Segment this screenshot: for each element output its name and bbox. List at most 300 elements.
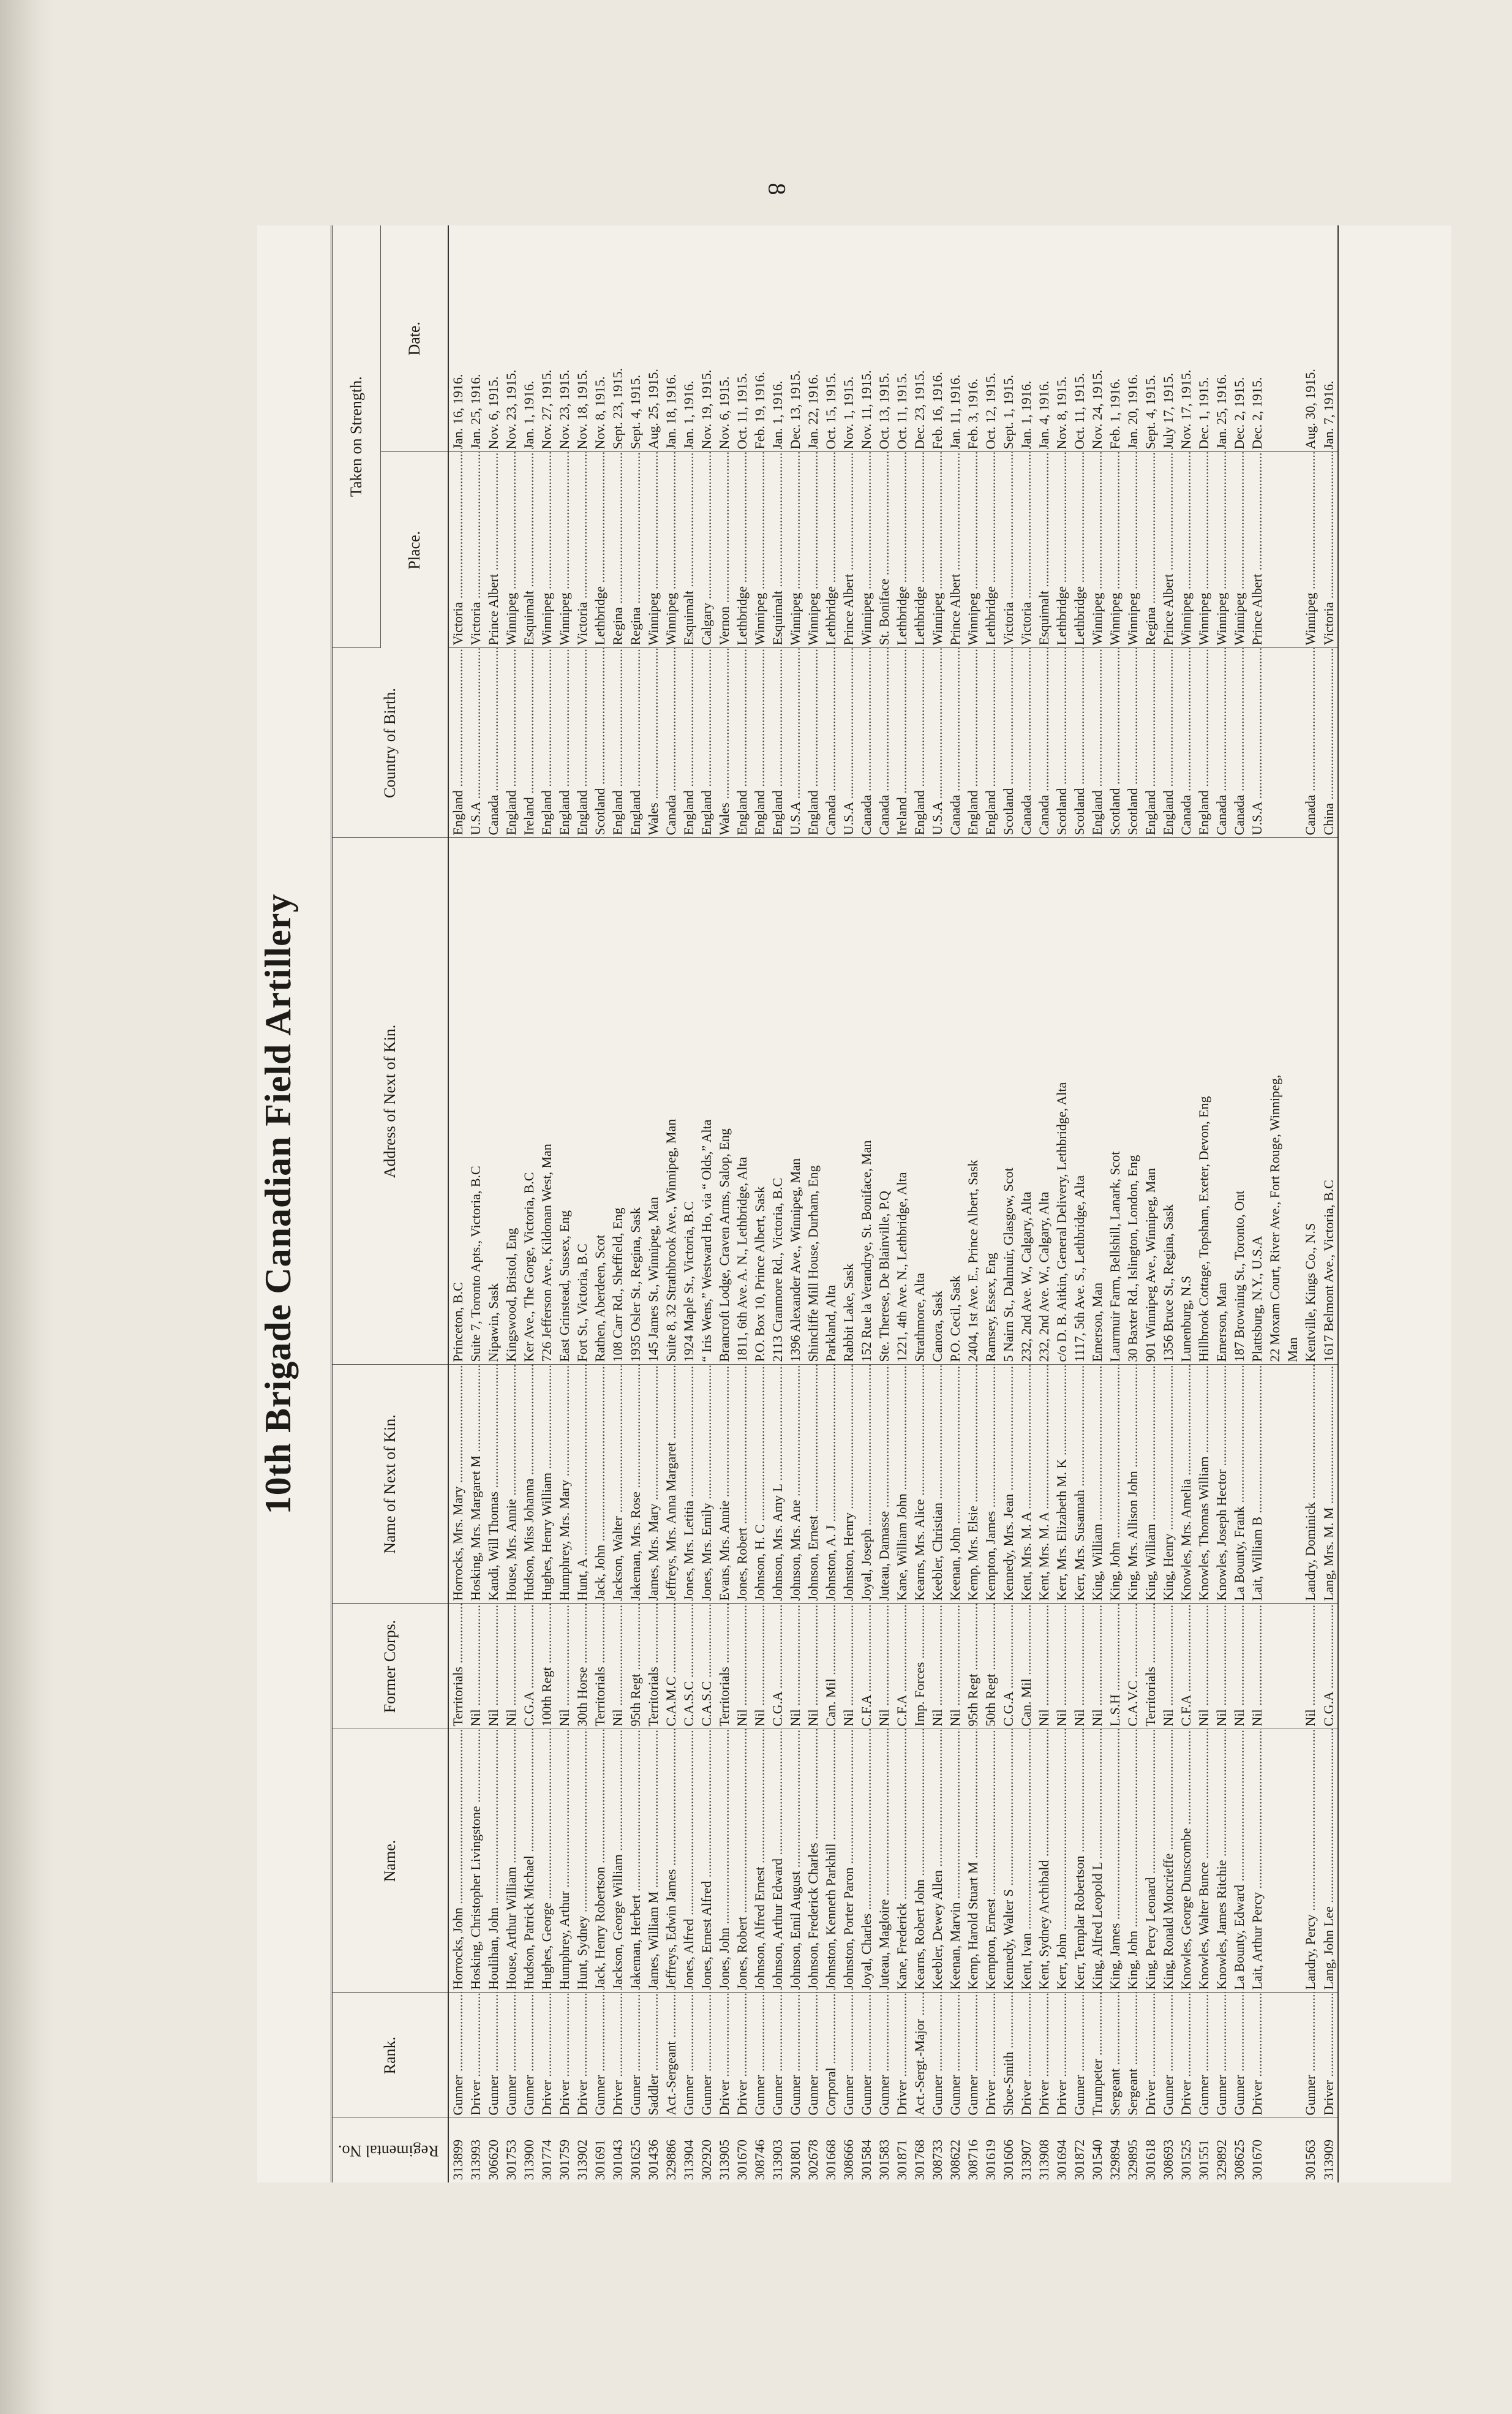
- cell-place: Lethbridge .....: [591, 452, 609, 648]
- cell-address: 187 Browning St., Toronto, Ont: [1230, 838, 1248, 1365]
- cell-name: Juteau, Magloire .....: [875, 1729, 893, 1993]
- cell-rank: Sergeant .....: [1106, 1993, 1124, 2118]
- cell-address: Ker Ave., The Gorge, Victoria, B.C: [520, 838, 538, 1365]
- cell-country: Scotland .....: [1053, 648, 1070, 838]
- cell-address: Kingswood, Bristol, Eng: [502, 838, 520, 1365]
- cell-former-corps: Nil .....: [1035, 1604, 1053, 1729]
- cell-date: Jan. 18, 1916.: [662, 225, 680, 452]
- cell-address: Suite 7, Toronto Apts., Victoria, B.C: [467, 838, 484, 1365]
- cell-date: Oct. 13, 1915.: [875, 225, 893, 452]
- cell-regimental-no: 329894: [1107, 2140, 1123, 2180]
- cell-name: Johnston, Kenneth Parkhill .....: [822, 1729, 840, 1993]
- cell-rank: Gunner .....: [626, 1993, 644, 2118]
- cell-rank: Gunner .....: [484, 1993, 502, 2118]
- cell-date: Nov. 24, 1915.: [1088, 225, 1106, 452]
- cell-address: P.O. Box 10, Prince Albert, Sask: [751, 838, 769, 1365]
- cell-name: Landry, Percy .....: [1301, 1729, 1320, 1993]
- cell-name: Jakeman, Herbert .....: [626, 1729, 644, 1993]
- cell-rank: Driver .....: [1320, 1993, 1338, 2118]
- cell-next-of-kin: Knowles, Thomas William .....: [1195, 1365, 1213, 1604]
- cell-regimental-no: 301525: [1178, 2140, 1194, 2180]
- table-row: [1284, 225, 1301, 2182]
- cell-address: 726 Jefferson Ave., Kildonan West, Man: [538, 838, 555, 1365]
- cell-next-of-kin: Jones, Mrs. Letitia .....: [680, 1365, 698, 1604]
- cell-country: England .....: [626, 648, 644, 838]
- cell-date: Nov. 6, 1915.: [715, 225, 733, 452]
- page-number: 8: [763, 183, 791, 195]
- cell-place: Calgary .....: [698, 452, 715, 648]
- cell-address: Fort St., Victoria, B.C: [573, 838, 591, 1365]
- cell-name: Jones, John .....: [715, 1729, 733, 1993]
- cell-date: Nov. 18, 1915.: [573, 225, 591, 452]
- table-row: [484, 225, 502, 2182]
- cell-next-of-kin: Lang, Mrs. M. M .....: [1320, 1365, 1338, 1604]
- cell-place: Winnipeg .....: [1177, 452, 1195, 648]
- cell-name: Kearns, Robert John .....: [911, 1729, 928, 1993]
- cell-former-corps: Nil .....: [1195, 1604, 1213, 1729]
- cell-next-of-kin: Jones, Robert .....: [733, 1365, 751, 1604]
- cell-date: Nov. 1, 1915.: [840, 225, 857, 452]
- cell-place: Lethbridge .....: [1070, 452, 1088, 648]
- cell-next-of-kin: [1284, 1365, 1301, 1604]
- cell-address: 1935 Osler St., Regina, Sask: [626, 838, 644, 1365]
- cell-place: [1284, 452, 1301, 648]
- cell-rank: Gunner .....: [946, 1993, 964, 2118]
- cell-regimental-no: 308746: [751, 2140, 767, 2180]
- cell-country: Wales .....: [644, 648, 662, 838]
- cell-name: Kempton, Ernest .....: [982, 1729, 999, 1993]
- cell-former-corps: L.S.H .....: [1106, 1604, 1124, 1729]
- cell-next-of-kin: Jack, John .....: [591, 1365, 609, 1604]
- cell-address: 901 Winnipeg Ave., Winnipeg, Man: [1142, 838, 1159, 1365]
- cell-rank: Gunner .....: [680, 1993, 698, 2118]
- cell-regimental-no: 301753: [503, 2140, 519, 2180]
- table-row: [751, 225, 769, 2182]
- cell-address: 5 Nairn St., Dalmuir, Glasgow, Scot: [999, 838, 1017, 1365]
- cell-place: Winnipeg .....: [751, 452, 769, 648]
- cell-next-of-kin: House, Mrs. Annie .....: [502, 1365, 520, 1604]
- cell-next-of-kin: [1266, 1365, 1284, 1604]
- cell-place: Winnipeg .....: [502, 452, 520, 648]
- cell-former-corps: C.G.A .....: [769, 1604, 786, 1729]
- cell-date: Jan. 1, 1916.: [1017, 225, 1035, 452]
- cell-rank: Driver .....: [467, 1993, 484, 2118]
- cell-country: England .....: [698, 648, 715, 838]
- cell-country: U.S.A .....: [928, 648, 946, 838]
- table-row: [1070, 225, 1088, 2182]
- table-row: [840, 225, 857, 2182]
- cell-regimental-no: 301801: [787, 2140, 803, 2180]
- cell-country: U.S.A .....: [786, 648, 804, 838]
- cell-rank: Gunner .....: [591, 1993, 609, 2118]
- table-row: [928, 225, 946, 2182]
- roster-table: [331, 225, 1339, 2182]
- cell-rank: Shoe-Smith .....: [999, 1993, 1017, 2118]
- cell-address: Ste. Therese, De Blainville, P.Q: [875, 838, 893, 1365]
- cell-place: Esquimalt .....: [769, 452, 786, 648]
- cell-regimental-no: 301668: [822, 2140, 838, 2180]
- cell-place: [1266, 452, 1284, 648]
- cell-rank: [1284, 1993, 1301, 2118]
- cell-date: Nov. 6, 1915.: [484, 225, 502, 452]
- cell-country: Scotland .....: [1070, 648, 1088, 838]
- cell-next-of-kin: James, Mrs. Mary .....: [644, 1365, 662, 1604]
- cell-regimental-no: 301619: [982, 2140, 998, 2180]
- cell-rank: Gunner .....: [751, 1993, 769, 2118]
- cell-regimental-no: [1266, 2118, 1284, 2182]
- table-row: [893, 225, 911, 2182]
- cell-name: Horrocks, John .....: [448, 1729, 467, 1993]
- cell-regimental-no: 301694: [1053, 2140, 1069, 2180]
- table-row: [1177, 225, 1195, 2182]
- table-row: [1142, 225, 1159, 2182]
- cell-place: Vernon .....: [715, 452, 733, 648]
- table-row: [1017, 225, 1035, 2182]
- cell-name: Kent, Sydney Archibald .....: [1035, 1729, 1053, 1993]
- cell-next-of-kin: Kemp, Mrs. Elsie .....: [964, 1365, 982, 1604]
- cell-date: Nov. 8, 1915.: [591, 225, 609, 452]
- cell-date: Sept. 4, 1915.: [1142, 225, 1159, 452]
- cell-address: Hillbrook Cottage, Topsham, Exeter, Devon, Eng: [1195, 838, 1213, 1365]
- cell-rank: Sergeant .....: [1124, 1993, 1142, 2118]
- cell-date: Nov. 11, 1915.: [857, 225, 875, 452]
- cell-regimental-no: 313902: [574, 2140, 590, 2180]
- cell-former-corps: Nil .....: [1159, 1604, 1177, 1729]
- cell-former-corps: 30th Horse .....: [573, 1604, 591, 1729]
- cell-place: Lethbridge .....: [733, 452, 751, 648]
- cell-place: Lethbridge .....: [911, 452, 928, 648]
- cell-regimental-no: 301540: [1089, 2140, 1105, 2180]
- table-row: [626, 225, 644, 2182]
- cell-name: Jeffreys, Edwin James .....: [662, 1729, 680, 1993]
- cell-rank: Gunner .....: [804, 1993, 822, 2118]
- cell-name: Keebler, Dewey Allen .....: [928, 1729, 946, 1993]
- cell-name: Knowles, George Dunscombe .....: [1177, 1729, 1195, 1993]
- cell-country: Ireland .....: [520, 648, 538, 838]
- cell-date: Jan. 4, 1916.: [1035, 225, 1053, 452]
- cell-name: Lang, John Lee .....: [1320, 1729, 1338, 1993]
- cell-date: Jan. 25, 1916.: [467, 225, 484, 452]
- cell-date: Dec. 2, 1915.: [1248, 225, 1266, 452]
- cell-date: Dec. 2, 1915.: [1230, 225, 1248, 452]
- cell-date: Jan. 11, 1916.: [946, 225, 964, 452]
- cell-place: Victoria .....: [573, 452, 591, 648]
- cell-address: 1221, 4th Ave. N., Lethbridge, Alta: [893, 838, 911, 1365]
- cell-place: Winnipeg .....: [1106, 452, 1124, 648]
- document-sheet: [257, 225, 1451, 2182]
- cell-rank: Driver .....: [555, 1993, 573, 2118]
- cell-next-of-kin: Hunt, A .....: [573, 1365, 591, 1604]
- cell-former-corps: Nil .....: [1070, 1604, 1088, 1729]
- cell-regimental-no: 301670: [1249, 2140, 1265, 2180]
- cell-regimental-no: 313905: [716, 2140, 732, 2180]
- cell-former-corps: Nil .....: [502, 1604, 520, 1729]
- cell-next-of-kin: Kent, Mrs. M. A .....: [1035, 1365, 1053, 1604]
- cell-next-of-kin: Juteau, Damasse .....: [875, 1365, 893, 1604]
- cell-name: Keenan, Marvin .....: [946, 1729, 964, 1993]
- cell-former-corps: C.G.A .....: [999, 1604, 1017, 1729]
- cell-country: England .....: [804, 648, 822, 838]
- cell-rank: Gunner .....: [875, 1993, 893, 2118]
- cell-place: Victoria .....: [467, 452, 484, 648]
- cell-date: Aug. 30, 1915.: [1301, 225, 1320, 452]
- cell-date: Jan. 1, 1916.: [680, 225, 698, 452]
- cell-address: East Grinstead, Sussex, Eng: [555, 838, 573, 1365]
- table-row: [982, 225, 999, 2182]
- table-row: [964, 225, 982, 2182]
- table-row: [609, 225, 626, 2182]
- cell-regimental-no: 301774: [538, 2140, 554, 2180]
- cell-place: Regina .....: [609, 452, 626, 648]
- header-taken-on-strength: Taken on Strength.: [332, 225, 381, 648]
- cell-name: King, James .....: [1106, 1729, 1124, 1993]
- cell-place: Winnipeg .....: [1230, 452, 1248, 648]
- cell-former-corps: Imp. Forces .....: [911, 1604, 928, 1729]
- cell-address: Man: [1284, 838, 1301, 1365]
- cell-date: July 17, 1915.: [1159, 225, 1177, 452]
- cell-former-corps: Nil .....: [786, 1604, 804, 1729]
- table-row: [538, 225, 555, 2182]
- cell-country: Scotland .....: [999, 648, 1017, 838]
- cell-rank: Gunner .....: [698, 1993, 715, 2118]
- cell-name: King, Alfred Leopold L .....: [1088, 1729, 1106, 1993]
- cell-rank: Driver .....: [715, 1993, 733, 2118]
- table-row: [733, 225, 751, 2182]
- cell-date: Feb. 1, 1916.: [1106, 225, 1124, 452]
- table-row: [1106, 225, 1124, 2182]
- cell-place: Winnipeg .....: [644, 452, 662, 648]
- cell-regimental-no: [1284, 2118, 1301, 2182]
- cell-rank: Act.-Sergeant .....: [662, 1993, 680, 2118]
- cell-date: Oct. 11, 1915.: [733, 225, 751, 452]
- document-title: 10th Brigade Canadian Field Artillery: [258, 893, 298, 1515]
- cell-address: 1811, 6th Ave. A. N., Lethbridge, Alta: [733, 838, 751, 1365]
- cell-place: Winnipeg .....: [1195, 452, 1213, 648]
- cell-regimental-no: 329886: [663, 2140, 679, 2180]
- cell-next-of-kin: Kerr, Mrs. Elizabeth M. K .....: [1053, 1365, 1070, 1604]
- cell-date: [1284, 225, 1301, 452]
- cell-place: Winnipeg .....: [1124, 452, 1142, 648]
- cell-address: 232, 2nd Ave. W., Calgary, Alta: [1035, 838, 1053, 1365]
- cell-former-corps: Territorials .....: [591, 1604, 609, 1729]
- cell-name: House, Arthur William .....: [502, 1729, 520, 1993]
- cell-rank: Driver .....: [1017, 1993, 1035, 2118]
- cell-address: Rathen, Aberdeen, Scot: [591, 838, 609, 1365]
- cell-next-of-kin: La Bounty, Frank .....: [1230, 1365, 1248, 1604]
- cell-country: England .....: [1195, 648, 1213, 838]
- cell-date: [1266, 225, 1284, 452]
- table-row: [573, 225, 591, 2182]
- cell-date: Sept. 4, 1915.: [626, 225, 644, 452]
- cell-name: La Bounty, Edward .....: [1230, 1729, 1248, 1993]
- cell-address: 1356 Bruce St., Regina, Sask: [1159, 838, 1177, 1365]
- cell-next-of-kin: Evans, Mrs. Annie .....: [715, 1365, 733, 1604]
- cell-next-of-kin: Keenan, John .....: [946, 1365, 964, 1604]
- cell-regimental-no: 301606: [1000, 2140, 1016, 2180]
- cell-next-of-kin: King, Mrs. Allison John .....: [1124, 1365, 1142, 1604]
- cell-address: 108 Carr Rd., Sheffield, Eng: [609, 838, 626, 1365]
- cell-regimental-no: 301583: [876, 2140, 892, 2180]
- table-row: [999, 225, 1017, 2182]
- cell-regimental-no: 302678: [805, 2140, 821, 2180]
- cell-rank: Gunner .....: [448, 1993, 467, 2118]
- cell-date: Sept. 1, 1915.: [999, 225, 1017, 452]
- cell-rank: Driver .....: [538, 1993, 555, 2118]
- cell-rank: Corporal .....: [822, 1993, 840, 2118]
- cell-next-of-kin: Hughes, Henry William .....: [538, 1365, 555, 1604]
- cell-former-corps: [1284, 1604, 1301, 1729]
- table-row: [555, 225, 573, 2182]
- cell-place: Regina .....: [1142, 452, 1159, 648]
- cell-date: Sept. 23, 1915.: [609, 225, 626, 452]
- cell-date: Jan. 22, 1916.: [804, 225, 822, 452]
- cell-regimental-no: 308733: [929, 2140, 945, 2180]
- cell-regimental-no: 301618: [1142, 2140, 1158, 2180]
- cell-next-of-kin: Knowles, Mrs. Amelia .....: [1177, 1365, 1195, 1604]
- page-shadow: [0, 0, 55, 2414]
- table-row: [591, 225, 609, 2182]
- cell-former-corps: Can. Mil .....: [1017, 1604, 1035, 1729]
- cell-place: Winnipeg .....: [555, 452, 573, 648]
- cell-place: Lethbridge .....: [893, 452, 911, 648]
- cell-place: Winnipeg .....: [857, 452, 875, 648]
- cell-place: Victoria .....: [448, 452, 467, 648]
- cell-next-of-kin: Kennedy, Mrs. Jean .....: [999, 1365, 1017, 1604]
- cell-date: Nov. 27, 1915.: [538, 225, 555, 452]
- cell-date: Oct. 15, 1915.: [822, 225, 840, 452]
- cell-place: Winnipeg .....: [1088, 452, 1106, 648]
- cell-former-corps: Nil .....: [1301, 1604, 1320, 1729]
- table-row: [1248, 225, 1266, 2182]
- cell-rank: Driver .....: [893, 1993, 911, 2118]
- cell-regimental-no: 301871: [893, 2140, 909, 2180]
- cell-country: Canada .....: [875, 648, 893, 838]
- cell-next-of-kin: Johnston, A. J .....: [822, 1365, 840, 1604]
- cell-former-corps: C.F.A .....: [893, 1604, 911, 1729]
- cell-place: Winnipeg .....: [786, 452, 804, 648]
- table-row: [911, 225, 928, 2182]
- table-row: [769, 225, 786, 2182]
- cell-name: Knowles, Walter Bunce .....: [1195, 1729, 1213, 1993]
- cell-country: England .....: [573, 648, 591, 838]
- cell-address: 1117, 5th Ave. S., Lethbridge, Alta: [1070, 838, 1088, 1365]
- cell-country: England .....: [751, 648, 769, 838]
- cell-former-corps: 100th Regt .....: [538, 1604, 555, 1729]
- cell-rank: Trumpeter .....: [1088, 1993, 1106, 2118]
- cell-regimental-no: 301584: [858, 2140, 874, 2180]
- cell-former-corps: Territorials .....: [644, 1604, 662, 1729]
- cell-place: Prince Albert .....: [1248, 452, 1266, 648]
- cell-next-of-kin: Hosking, Mrs. Margaret M .....: [467, 1365, 484, 1604]
- cell-former-corps: C.A.M.C .....: [662, 1604, 680, 1729]
- header-rank: Rank.: [332, 1993, 449, 2118]
- cell-former-corps: Nil .....: [484, 1604, 502, 1729]
- cell-former-corps: Nil .....: [609, 1604, 626, 1729]
- table-row: [715, 225, 733, 2182]
- cell-name: Hosking, Christopher Livingstone .....: [467, 1729, 484, 1993]
- cell-address: P.O. Cecil, Sask: [946, 838, 964, 1365]
- cell-country: Canada .....: [1301, 648, 1320, 838]
- cell-date: Dec. 13, 1915.: [786, 225, 804, 452]
- cell-country: England .....: [1088, 648, 1106, 838]
- cell-place: Victoria .....: [999, 452, 1017, 648]
- cell-next-of-kin: Kearns, Mrs. Alice .....: [911, 1365, 928, 1604]
- cell-next-of-kin: Kerr, Mrs. Susannah .....: [1070, 1365, 1088, 1604]
- cell-regimental-no: 301043: [609, 2140, 625, 2180]
- cell-next-of-kin: Johnson, Ernest .....: [804, 1365, 822, 1604]
- cell-regimental-no: 313900: [521, 2140, 536, 2180]
- cell-former-corps: Nil .....: [840, 1604, 857, 1729]
- cell-address: c/o D. B. Aitkin, General Delivery, Lethbridge, Alta: [1053, 838, 1070, 1365]
- cell-name: King, John .....: [1124, 1729, 1142, 1993]
- cell-country: U.S.A .....: [840, 648, 857, 838]
- cell-country: England .....: [448, 648, 467, 838]
- cell-date: Nov. 23, 1915.: [502, 225, 520, 452]
- cell-name: Johnson, Frederick Charles .....: [804, 1729, 822, 1993]
- cell-rank: Gunner .....: [786, 1993, 804, 2118]
- cell-address: “ Iris Wens,” Westward Ho, via “ Olds,” Alta: [698, 838, 715, 1365]
- cell-country: Canada .....: [1017, 648, 1035, 838]
- cell-address: 22 Moxam Court, River Ave., Fort Rouge, Winnipeg,: [1266, 838, 1284, 1365]
- cell-regimental-no: 329895: [1124, 2140, 1140, 2180]
- cell-rank: Act.-Sergt.-Major .....: [911, 1993, 928, 2118]
- cell-country: Scotland .....: [591, 648, 609, 838]
- cell-address: Plattsburg, N.Y., U.S.A: [1248, 838, 1266, 1365]
- cell-rank: Gunner .....: [840, 1993, 857, 2118]
- cell-former-corps: Nil .....: [733, 1604, 751, 1729]
- cell-name: Johnston, Porter Paron .....: [840, 1729, 857, 1993]
- cell-former-corps: Nil .....: [1248, 1604, 1266, 1729]
- cell-next-of-kin: King, William .....: [1088, 1365, 1106, 1604]
- cell-former-corps: Territorials .....: [1142, 1604, 1159, 1729]
- cell-name: Humphrey, Arthur .....: [555, 1729, 573, 1993]
- cell-name: James, William M .....: [644, 1729, 662, 1993]
- table-row: [644, 225, 662, 2182]
- cell-date: Oct. 11, 1915.: [893, 225, 911, 452]
- cell-next-of-kin: Lait, William B .....: [1248, 1365, 1266, 1604]
- cell-date: Nov. 17, 1915.: [1177, 225, 1195, 452]
- table-row: [875, 225, 893, 2182]
- cell-regimental-no: 301691: [592, 2140, 607, 2180]
- cell-address: Parkland, Alta: [822, 838, 840, 1365]
- cell-former-corps: Can. Mil .....: [822, 1604, 840, 1729]
- cell-address: Strathmore, Alta: [911, 838, 928, 1365]
- cell-name: Lait, Arthur Percy .....: [1248, 1729, 1266, 1993]
- cell-place: Lethbridge .....: [822, 452, 840, 648]
- cell-address: Lunenburg, N.S: [1177, 838, 1195, 1365]
- cell-place: Victoria .....: [1320, 452, 1338, 648]
- cell-former-corps: C.A.V.C .....: [1124, 1604, 1142, 1729]
- cell-place: Winnipeg .....: [538, 452, 555, 648]
- cell-name: Johnson, Emil August .....: [786, 1729, 804, 1993]
- cell-rank: Gunner .....: [769, 1993, 786, 2118]
- cell-date: Dec. 23, 1915.: [911, 225, 928, 452]
- cell-regimental-no: 302920: [698, 2140, 714, 2180]
- cell-address: Shincliffe Mill House, Durham, Eng: [804, 838, 822, 1365]
- cell-next-of-kin: Jackson, Walter .....: [609, 1365, 626, 1604]
- cell-regimental-no: 313904: [680, 2140, 696, 2180]
- cell-former-corps: Nil .....: [875, 1604, 893, 1729]
- cell-date: Jan. 1, 1916.: [520, 225, 538, 452]
- cell-country: England .....: [1142, 648, 1159, 838]
- cell-address: Emerson, Man: [1088, 838, 1106, 1365]
- cell-regimental-no: 308666: [840, 2140, 856, 2180]
- cell-date: Dec. 1, 1915.: [1195, 225, 1213, 452]
- cell-former-corps: Nil .....: [1088, 1604, 1106, 1729]
- cell-name: [1266, 1729, 1284, 1993]
- cell-rank: Gunner .....: [1070, 1993, 1088, 2118]
- cell-next-of-kin: Kandi, Will Thomas .....: [484, 1365, 502, 1604]
